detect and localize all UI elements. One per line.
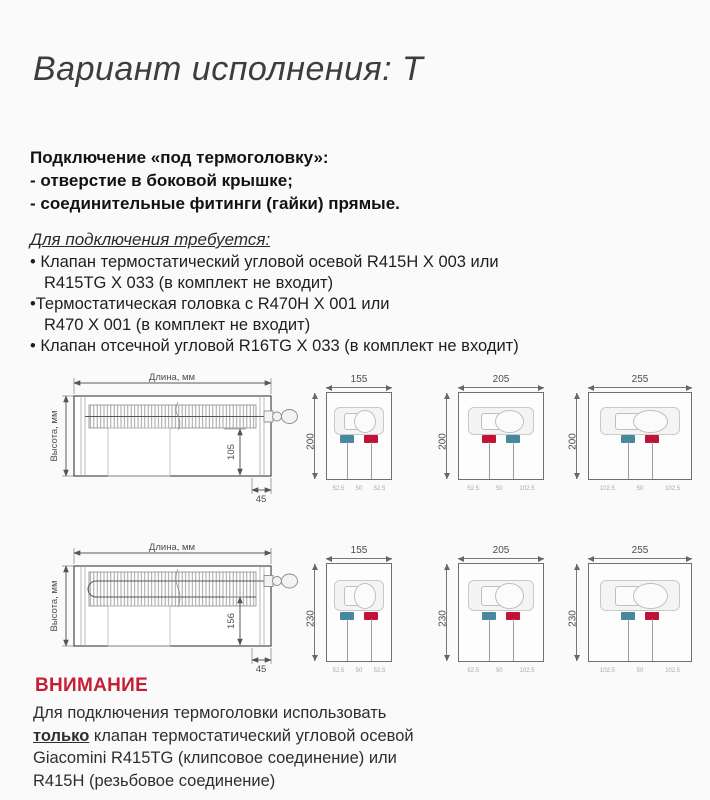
bottom-dimension-labels: 52.5 50 52.5 [332, 668, 386, 674]
valve-head-icon [633, 583, 668, 609]
height-dimension-label: 230 [567, 609, 579, 627]
valve-head-icon [354, 583, 376, 609]
valve-head-icon [354, 410, 376, 434]
width-dimension-line [588, 558, 692, 559]
warning-title: ВНИМАНИЕ [35, 675, 149, 696]
warning-line: Giacomini R415TG (клипсовое соединение) или [33, 749, 397, 767]
connection-line: - отверстие в боковой крышке; [30, 171, 293, 190]
connection-heading: Подключение «под термоголовку»: [30, 148, 329, 167]
pipe-line [628, 619, 629, 661]
width-dimension-label: 205 [492, 374, 510, 385]
convector-outline [567, 392, 692, 492]
requirement-item: R415TG X 033 (в комплект не входит) [44, 274, 334, 292]
pipe-line [513, 619, 514, 661]
finned-element [89, 572, 256, 606]
width-dimension-label: 255 [631, 374, 649, 385]
requirement-item: R470 X 001 (в комплект не входит) [44, 316, 311, 334]
convector-outline [305, 392, 392, 492]
valve-head-icon [495, 410, 524, 434]
width-dimension-line [326, 387, 392, 388]
height-dimension-label: 200 [437, 433, 449, 450]
bottom-dimension-labels: 52.5 50 102.5 [467, 486, 535, 492]
valve-head-icon [633, 410, 668, 434]
pipe-line [628, 442, 629, 479]
pipe-line [371, 619, 372, 661]
pipe-line [489, 619, 490, 661]
offset-dimension: 45 [255, 664, 267, 674]
inner-height-dimension: 156 [226, 613, 237, 629]
page-title: Вариант исполнения: Т [33, 50, 424, 88]
valve-assembly-icon [334, 580, 384, 611]
valve-assembly-icon [468, 580, 534, 611]
bottom-dimension-labels: 102.5 50 102.5 [599, 668, 681, 674]
warning-line: только клапан термостатический угловой осевой [33, 726, 414, 745]
requirement-item: •Термостатическая головка с R470H X 001 или [30, 295, 390, 313]
pipe-line [489, 442, 490, 479]
requirement-item: • Клапан термостатический угловой осевой R415H X 003 или [30, 253, 499, 271]
width-dimension-line [458, 558, 544, 559]
bottom-dimension-labels: 52.5 50 102.5 [467, 668, 535, 674]
width-dimension-label: 155 [350, 545, 368, 556]
warning-line: Для подключения термоголовки использовать [33, 704, 387, 722]
thermostatic-head-icon [264, 410, 298, 424]
bottom-dimension-labels: 52.5 50 52.5 [332, 486, 386, 492]
height-dimension-label: 200 [567, 433, 579, 450]
requirements-heading: Для подключения требуется: [30, 230, 271, 249]
height-dimension-label: Высота, мм [49, 580, 60, 632]
front-view-255-h230 [567, 545, 692, 674]
convector-outline [437, 563, 544, 674]
valve-assembly-icon [334, 407, 384, 435]
front-view-255-h200 [567, 374, 692, 492]
warning-paragraph [33, 702, 493, 792]
side-view-drawing-row2 [28, 542, 304, 674]
pipe-line [513, 442, 514, 479]
height-dimension-label: 230 [437, 609, 449, 627]
bottom-dimension-labels: 102.5 50 102.5 [599, 486, 681, 492]
front-view-155-h230 [305, 545, 392, 674]
requirements-list [30, 252, 650, 357]
valve-assembly-icon [600, 407, 680, 435]
front-view-155-h200 [305, 374, 392, 492]
length-dimension-label: Длина, мм [148, 372, 196, 383]
pipe-line [347, 442, 348, 479]
pipe-line [347, 619, 348, 661]
length-dimension-label: Длина, мм [148, 542, 196, 553]
height-dimension-label: 200 [305, 433, 317, 450]
width-dimension-line [458, 387, 544, 388]
convector-outline [437, 392, 544, 492]
pipe-line [652, 442, 653, 479]
front-view-205-h200 [437, 374, 544, 492]
convector-outline [567, 563, 692, 674]
side-view-drawing-row1 [28, 372, 304, 504]
width-dimension-label: 155 [350, 374, 368, 385]
width-dimension-line [326, 558, 392, 559]
pipe-line [371, 442, 372, 479]
pipe-line [652, 619, 653, 661]
height-dimension-label: Высота, мм [49, 410, 60, 462]
connection-description [30, 146, 400, 215]
valve-assembly-icon [468, 407, 534, 435]
valve-assembly-icon [600, 580, 680, 611]
valve-head-icon [495, 583, 524, 609]
width-dimension-line [588, 387, 692, 388]
height-dimension-label: 230 [305, 609, 317, 627]
offset-dimension: 45 [255, 494, 267, 504]
front-view-205-h230 [437, 545, 544, 674]
requirement-item: • Клапан отсечной угловой R16TG X 033 (в комплект не входит) [30, 337, 519, 355]
convector-outline [305, 563, 392, 674]
connection-line: - соединительные фитинги (гайки) прямые. [30, 194, 400, 213]
width-dimension-label: 205 [492, 545, 510, 556]
warning-emphasis: только [33, 726, 90, 745]
thermostatic-head-icon [264, 574, 298, 588]
warning-line: R415H (резьбовое соединение) [33, 771, 276, 790]
width-dimension-label: 255 [631, 545, 649, 556]
inner-height-dimension: 105 [226, 444, 237, 460]
